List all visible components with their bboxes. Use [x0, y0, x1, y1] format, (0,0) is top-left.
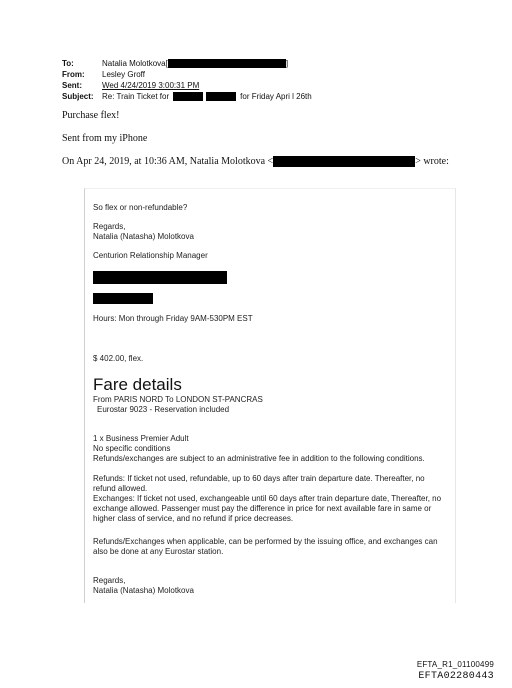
redaction-bar: [93, 293, 153, 304]
quoted-signature-name-2: Natalia (Natasha) Molotkova: [93, 586, 194, 595]
sent-row: [62, 80, 312, 91]
subject-label: Subject:: [62, 92, 94, 101]
sent-label: Sent:: [62, 81, 82, 90]
fare-train: Eurostar 9023 - Reservation included: [97, 405, 230, 414]
body-line-purchase: Purchase flex!: [62, 110, 120, 121]
redaction-bar: [93, 271, 227, 284]
to-label: To:: [62, 59, 74, 68]
body-line-iphone: Sent from my iPhone: [62, 133, 148, 144]
fare-conditions: No specific conditions: [93, 444, 171, 453]
to-suffix: ]: [285, 59, 289, 68]
quoted-title: Centurion Relationship Manager: [93, 251, 208, 260]
quote-intro-end: > wrote:: [415, 156, 449, 167]
from-label: From:: [62, 70, 85, 79]
subject-prefix: Re: Train Ticket for: [102, 92, 170, 101]
sent-value: Wed 4/24/2019 3:00:31 PM: [102, 81, 200, 90]
fare-details-heading: Fare details: [93, 375, 182, 394]
subject-row: [62, 91, 312, 102]
fare-route: From PARIS NORD To LONDON ST-PANCRAS: [93, 395, 263, 404]
quote-intro-text: On Apr 24, 2019, at 10:36 AM, Natalia Molotkova <: [62, 156, 274, 167]
from-row: [62, 69, 312, 80]
quote-intro: [62, 156, 449, 167]
bates-reference-2: EFTA02280443: [418, 671, 494, 682]
fare-refunds: Refunds: If ticket not used, refundable, up to 60 days after train departure date. Thereafter, no refund allowed.: [93, 474, 425, 493]
redaction-bar: [173, 92, 203, 101]
quoted-hours: Hours: Mon through Friday 9AM-530PM EST: [93, 314, 253, 323]
quoted-price: $ 402.00, flex.: [93, 354, 144, 363]
to-value: Natalia Molotkova[: [102, 59, 168, 68]
to-row: [62, 58, 312, 69]
redaction-bar: [273, 156, 415, 167]
fare-refund-fee: Refunds/exchanges are subject to an administrative fee in addition to the following conditions.: [93, 454, 425, 463]
fare-exchanges: Exchanges: If ticket not used, exchangeable until 60 days after train departure date, Thereafter, no exchange allowed. Passenger must pay the difference in price for next available fare in same or higher class of service, and no refund if price decreases.: [93, 494, 442, 523]
bates-reference-1: EFTA_R1_01100499: [416, 660, 494, 669]
redaction-bar: [168, 59, 289, 68]
quoted-regards: Regards,: [93, 222, 126, 231]
from-value: Lesley Groff: [102, 70, 145, 79]
quoted-message: [84, 188, 456, 603]
redaction-bar: [206, 92, 236, 101]
subject-suffix: for Friday Apri l 26th: [240, 92, 312, 101]
fare-where: Refunds/Exchanges when applicable, can be performed by the issuing office, and exchanges can also be done at any Eurostar station.: [93, 537, 438, 556]
quoted-question: So flex or non-refundable?: [93, 203, 188, 212]
quoted-regards-2: Regards,: [93, 576, 126, 585]
email-header: [62, 58, 312, 102]
fare-passenger: 1 x Business Premier Adult: [93, 434, 189, 443]
quoted-signature-name: Natalia (Natasha) Molotkova: [93, 232, 194, 241]
